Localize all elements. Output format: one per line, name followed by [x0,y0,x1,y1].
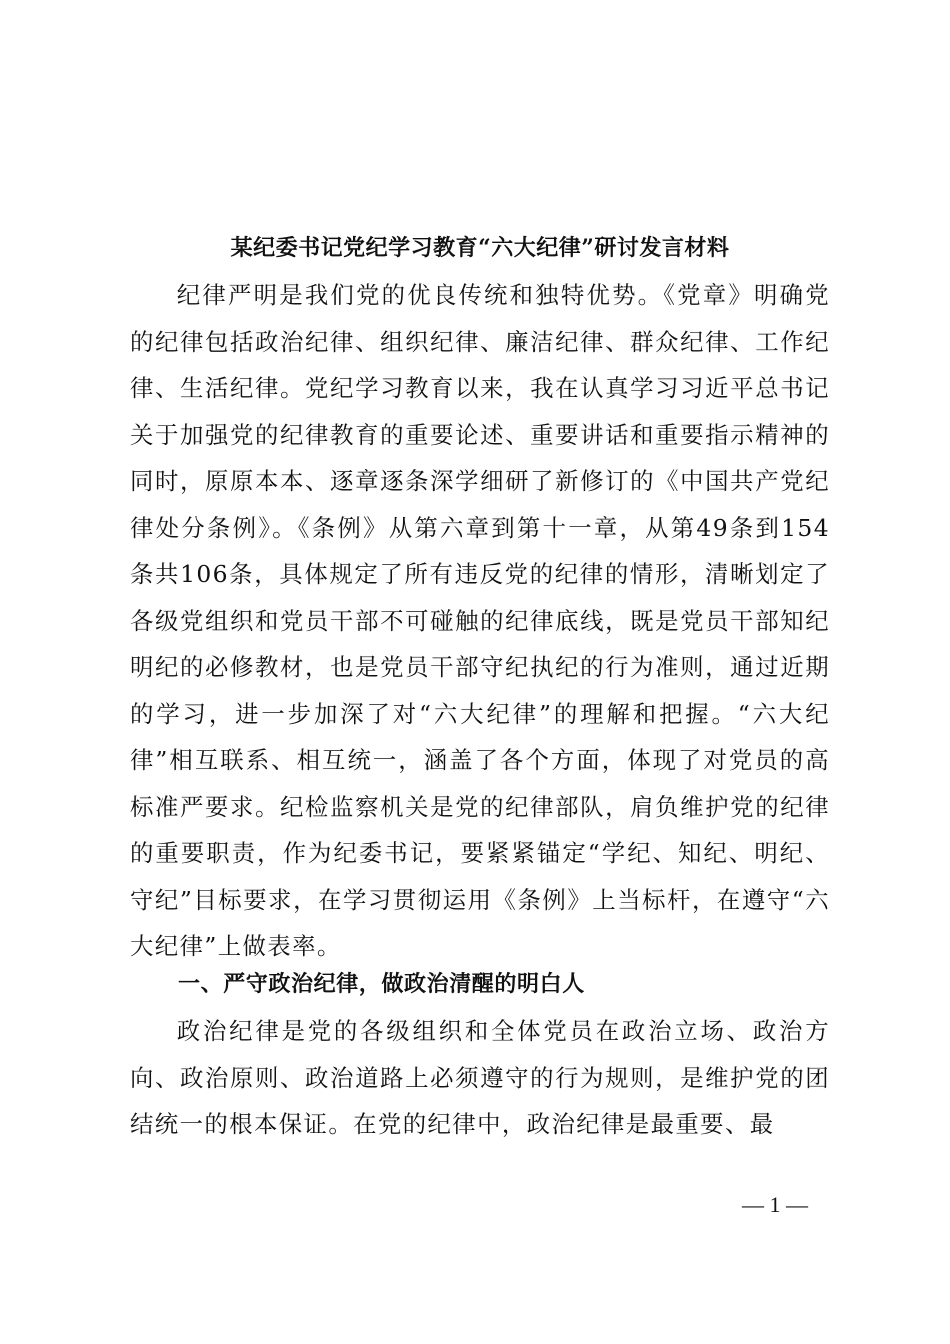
intro-paragraph: 纪律严明是我们党的优良传统和独特优势。《党章》明确党的纪律包括政治纪律、组织纪律、廉洁纪律、群众纪律、工作纪律、生活纪律。党纪学习教育以来，我在认真学习习近平总书记关于加强党的纪律教育的重要论述、重要讲话和重要指示精神的同时，原原本本、逐章逐条深学细研了新修订的《中国共产党纪律处分条例》。《条例》从第六章到第十一章，从第49条到154条共106条，具体规定了所有违反党的纪律的情形，清晰划定了各级党组织和党员干部不可碰触的纪律底线，既是党员干部知纪明纪的必修教材，也是党员干部守纪执纪的行为准则，通过近期的学习，进一步加深了对“六大纪律”的理解和把握。“六大纪律”相互联系、相互统一，涵盖了各个方面，体现了对党员的高标准严要求。纪检监察机关是党的纪律部队，肩负维护党的纪律的重要职责，作为纪委书记，要紧紧锚定“学纪、知纪、明纪、守纪”目标要求，在学习贯彻运用《条例》上当标杆，在遵守“六大纪律”上做表率。 [130,281,830,960]
section-heading: 一、严守政治纪律，做政治清醒的明白人 [178,972,585,997]
page-number: — 1 — [742,1192,808,1217]
section-paragraph: 政治纪律是党的各级组织和全体党员在政治立场、政治方向、政治原则、政治道路上必须遵守的行为规则，是维护党的团结统一的根本保证。在党的纪律中，政治纪律是最重要、最 [130,1017,830,1138]
document-title: 某纪委书记党纪学习教育“六大纪律”研讨发言材料 [230,235,730,261]
